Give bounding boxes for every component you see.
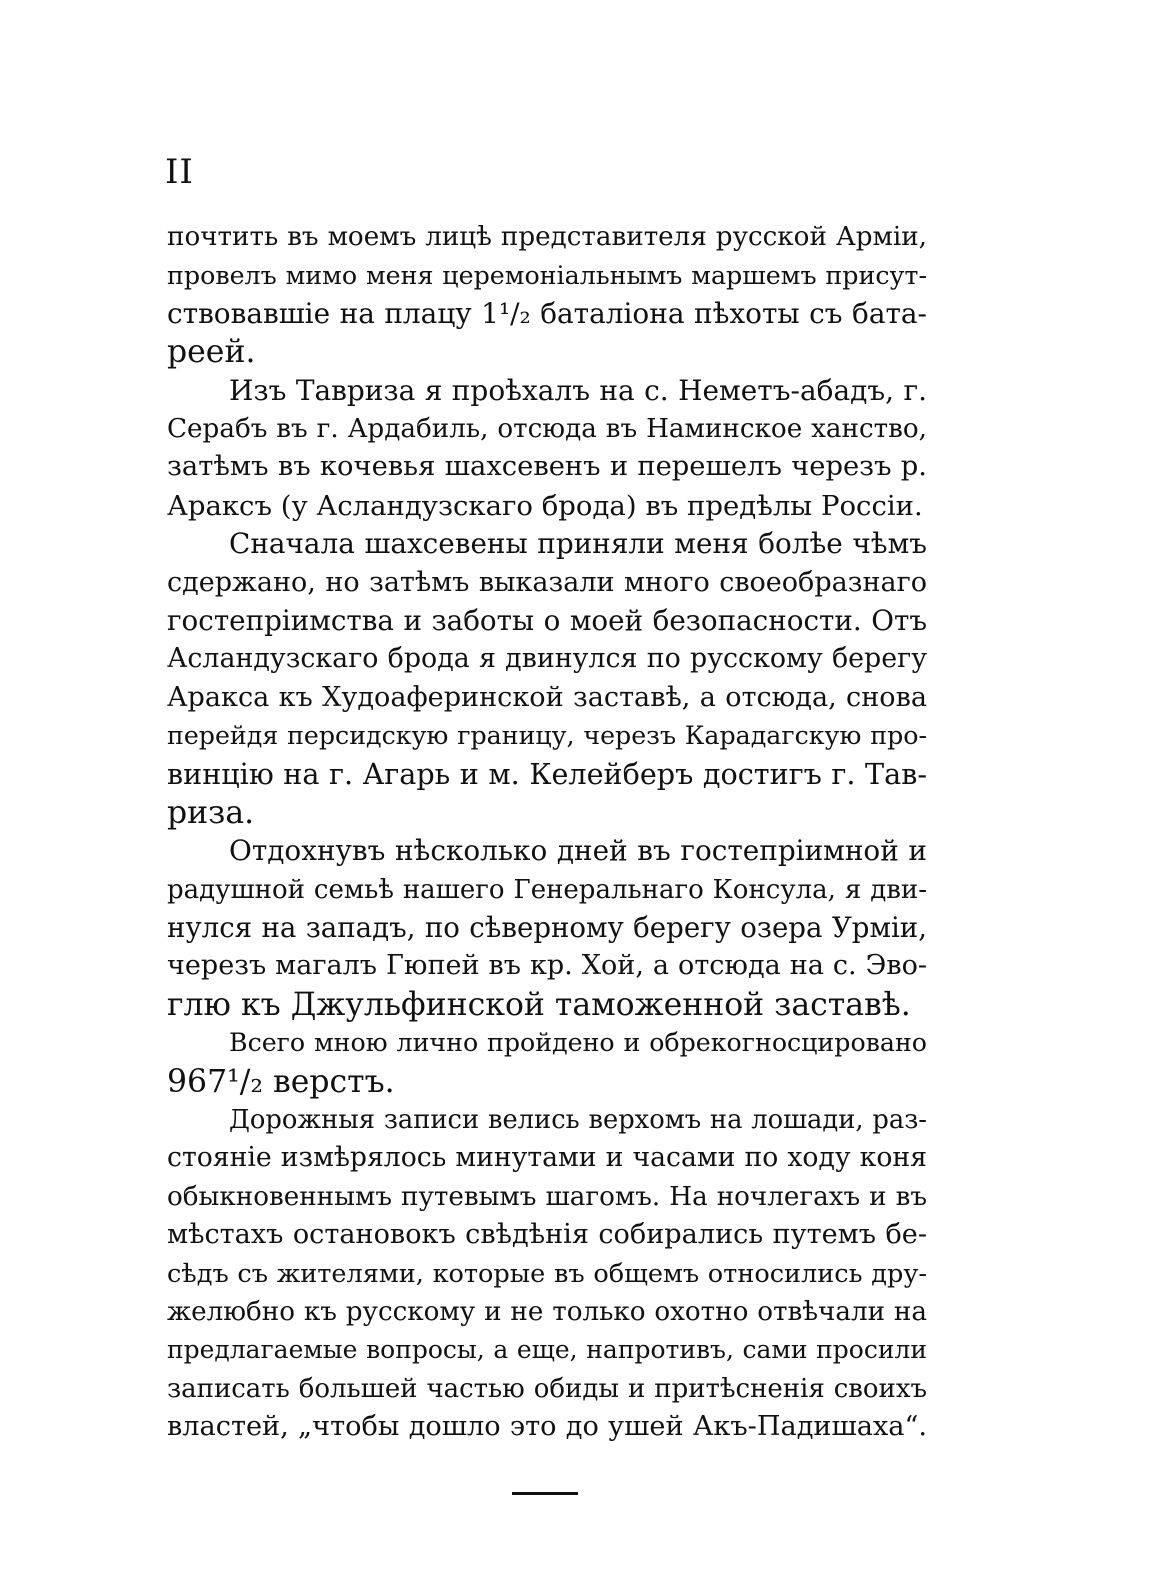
text-line: стояніе измѣрялось минутами и часами по ходу коня — [167, 1142, 927, 1174]
text-line: Отдохнувъ нѣсколько дней въ гостепріимной и — [229, 834, 927, 868]
text-line: Аракса къ Худоаферинской заставѣ, а отсюда, снова — [167, 681, 927, 713]
text-line: реей. — [167, 334, 256, 371]
section-end-rule — [512, 1492, 578, 1495]
text-line: гостепріимства и заботы о моей безопасности. Отъ — [167, 603, 927, 637]
text-line: риза. — [167, 794, 255, 831]
text-line: властей, „чтобы дошло это до ушей Акъ-Падишаха“. — [167, 1411, 927, 1443]
text-line: Изъ Тавриза я проѣхалъ на с. Неметъ-абадъ, г. — [229, 373, 927, 407]
text-line: затѣмъ въ кочевья шахсевенъ и перешелъ черезъ р. — [167, 451, 927, 483]
text-line: ствовавшіе на плацу 1¹/₂ баталіона пѣхоты съ бата- — [167, 296, 927, 330]
text-line: обыкновеннымъ путевымъ шагомъ. На ночлегахъ и въ — [167, 1181, 927, 1212]
text-line: сѣдъ съ жителями, которые въ общемъ относились дру- — [167, 1258, 927, 1289]
text-line: Араксъ (у Асландузскаго брода) въ предѣлы Россіи. — [167, 489, 923, 522]
body-text — [167, 218, 927, 1447]
text-line: винцію на г. Агарь и м. Келейберъ достигъ г. Тав- — [167, 757, 927, 792]
text-line: предлагаемые вопросы, а еще, напротивъ, сами просили — [167, 1335, 927, 1365]
text-line: почтить въ моемъ лицѣ представителя русской Арміи, — [167, 222, 927, 252]
text-line: нулся на западъ, по сѣверному берегу озера Урміи, — [167, 911, 927, 945]
text-line: провелъ мимо меня церемоніальнымъ маршемъ присут- — [167, 260, 927, 291]
text-line: перейдя персидскую границу, черезъ Карадагскую про- — [167, 721, 927, 751]
text-line: 967¹/₂ верстъ. — [167, 1063, 395, 1100]
text-line: радушной семьѣ нашего Генеральнаго Консула, я дви- — [167, 874, 927, 905]
text-line: мѣстахъ остановокъ свѣдѣнія собирались путемъ бе- — [167, 1219, 927, 1251]
text-line: глю къ Джульфинской таможенной заставѣ. — [167, 986, 911, 1023]
text-line: записать большей частью обиды и притѣсненія своихъ — [167, 1373, 927, 1404]
text-line: Асландузскаго брода я двинулся по русскому берегу — [167, 643, 927, 675]
text-line: Серабъ въ г. Ардабиль, отсюда въ Наминское ханство, — [167, 413, 927, 444]
text-line: сдержано, но затѣмъ выказали много своеобразнаго — [167, 566, 927, 598]
text-line: Сначала шахсевены приняли меня болѣе чѣмъ — [229, 527, 927, 561]
text-line: черезъ магалъ Гюпей въ кр. Хой, а отсюда на с. Эво- — [167, 950, 927, 982]
text-line: Дорожныя записи велись верхомъ на лошади, раз- — [229, 1104, 927, 1135]
page-number: II — [165, 152, 194, 192]
text-line: желюбно къ русскому и не только охотно отвѣчали на — [167, 1296, 927, 1327]
text-line: Всего мною лично пройдено и обрекогносцировано — [229, 1028, 927, 1058]
